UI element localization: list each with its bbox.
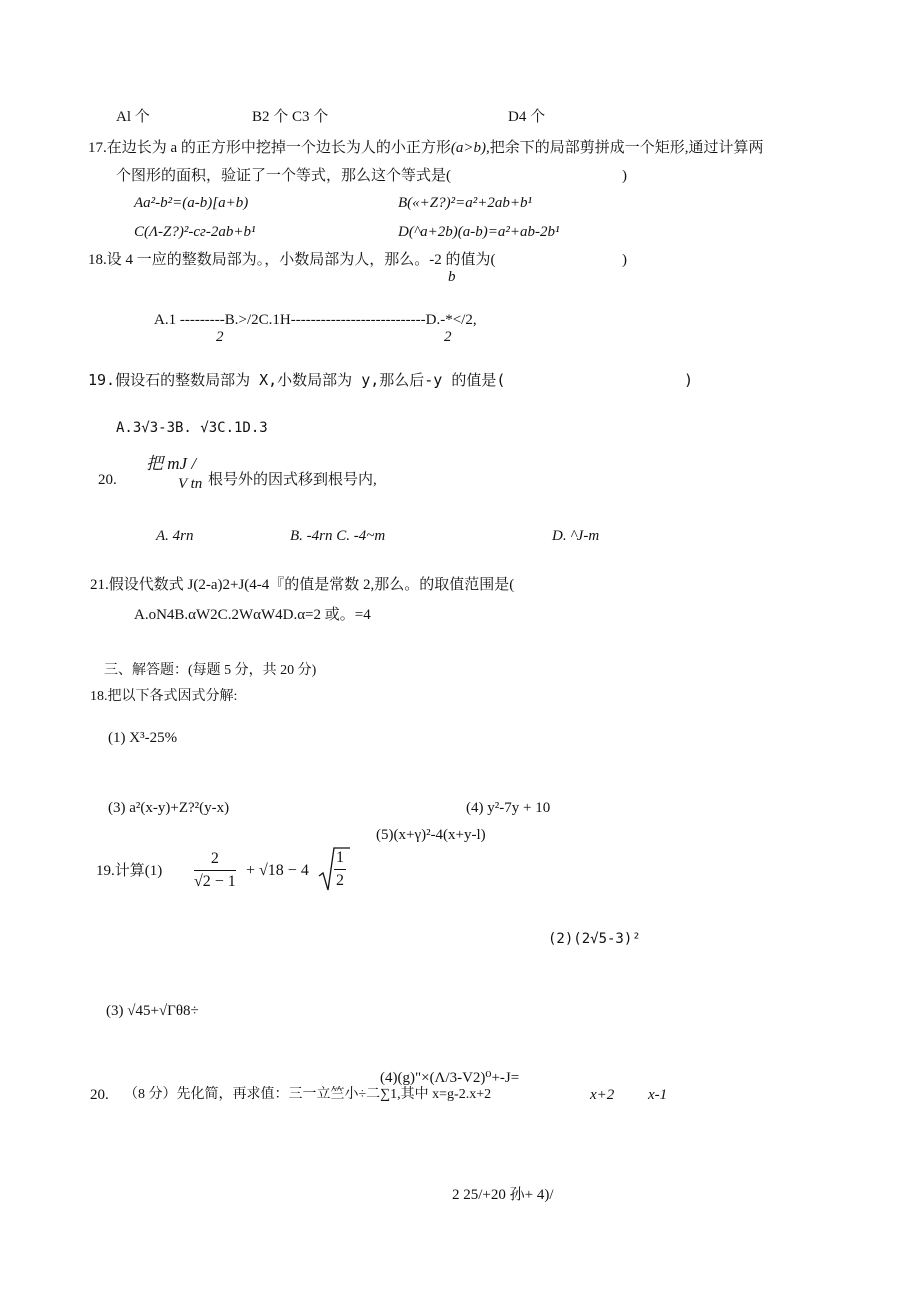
q17-option-c: C(Λ-Z?)²-cг-2ab+b¹ (134, 224, 256, 240)
q17-number: 17 (88, 140, 103, 156)
q17-text1: .在边长为 a 的正方形中挖掉一个边长为人的小正方形 (103, 140, 451, 156)
bottom-expression: 2 25/+20 孙+ 4)/ (452, 1187, 554, 1203)
q19-options: A.3√3-3B. √3C.1D.3 (116, 420, 268, 436)
q20-option-bc: B. -4rn C. -4~m (290, 528, 386, 544)
s3-q20-text: （8 分）先化简，再求值：三一立竺小÷二∑1,其中 x=g-2.x+2 (124, 1087, 492, 1102)
q21-options: A.oN4B.αW2C.2WαW4D.α=2 或。=4 (134, 607, 371, 623)
q19-paren-close: ) (684, 371, 694, 389)
q20-number: 20. (98, 472, 117, 488)
q18-denominator-b: b (448, 269, 456, 285)
q18-number: 18 (88, 252, 103, 268)
q18-options: A.1 ---------B.>/2C.1H---------------------------D.-*</2, (154, 312, 477, 328)
half-fraction (334, 849, 346, 890)
q16-option-bc: B2 个 C3 个 (252, 109, 329, 125)
s3-q20-x-minus-1: x-1 (648, 1087, 668, 1103)
s3-q19-part3: (3) √45+√Γθ8÷ (106, 1003, 199, 1019)
q17-paren-close: ) (622, 168, 627, 184)
q20-option-d: D. ^J-m (552, 528, 600, 544)
fraction-denominator: √2 − 1 (194, 873, 236, 890)
q17-condition: (a>b) (450, 140, 487, 156)
s3-q19-part2: (2)(2√5-3)² (548, 931, 641, 947)
q21-text: 21.假设代数式 J(2-a)2+J(4-4『的值是常数 2,那么。的取值范围是( (90, 577, 515, 593)
q20-text: 根号外的因式移到根号内, (208, 472, 377, 488)
q18-line (88, 251, 496, 269)
fraction-numerator: 2 (210, 850, 219, 867)
q17-line2: 个图形的面积，验证了一个等式，那么这个等式是( (116, 168, 451, 184)
q18-option-b-sub: 2 (216, 329, 224, 345)
fraction-bar (194, 870, 236, 871)
s3-q19-part4: (4)(g)"×(Λ/3-V2)⁰+-J= (380, 1070, 520, 1086)
s3-q18-part4: (4) y²-7y + 10 (466, 800, 551, 816)
s3-q18-part3: (3) a²(x-y)+Z?²(y-x) (108, 800, 230, 816)
q17-option-b: B(«+Z?)²=a²+2ab+b¹ (398, 195, 532, 211)
half-bar (334, 869, 346, 870)
q17-text2: ,把余下的局部剪拼成一个矩形,通过计算两 (486, 140, 764, 156)
q17-option-a: Aa²-b²=(a-b)[a+b) (134, 195, 249, 211)
q16-option-d: D4 个 (508, 109, 546, 125)
s3-q18-title: 18.把以下各式因式分解: (90, 689, 238, 704)
sqrt-half-radical (318, 846, 350, 892)
q18-text: .设 4 一应的整数局部为。，小数局部为人，那么。-2 的值为( (103, 252, 496, 268)
q17-option-d: D(^a+2b)(a-b)=a²+ab-2b¹ (398, 224, 560, 240)
s3-q18-part1: (1) X³-25% (108, 730, 178, 746)
q18-option-d-sub: 2 (444, 329, 452, 345)
q20-expression-bottom: V tn (178, 476, 203, 492)
s3-q20-x-plus-2: x+2 (590, 1087, 615, 1103)
q17-line1 (88, 139, 764, 157)
formula-fraction-2-over-sqrt2-minus-1 (194, 850, 236, 891)
s3-q20-number: 20. (90, 1087, 109, 1103)
s3-q19-title: 19.计算(1) (96, 863, 163, 879)
section3-heading: 三、解答题：(每题 5 分，共 20 分) (104, 663, 317, 678)
q18-paren-close: ) (622, 252, 627, 268)
q19-text: 19.假设石的整数局部为 X,小数局部为 y,那么后-y 的值是( (88, 371, 506, 389)
half-numerator: 1 (336, 849, 344, 866)
q16-option-a: Al 个 (116, 109, 150, 125)
q20-option-a: A. 4rn (156, 528, 194, 544)
half-denominator: 2 (336, 872, 344, 889)
s3-q18-part5: (5)(x+γ)²-4(x+y-l) (376, 827, 486, 843)
formula-rest: + √18 − 4 (246, 862, 309, 879)
q20-expression-top: 把 mJ / (146, 454, 197, 473)
